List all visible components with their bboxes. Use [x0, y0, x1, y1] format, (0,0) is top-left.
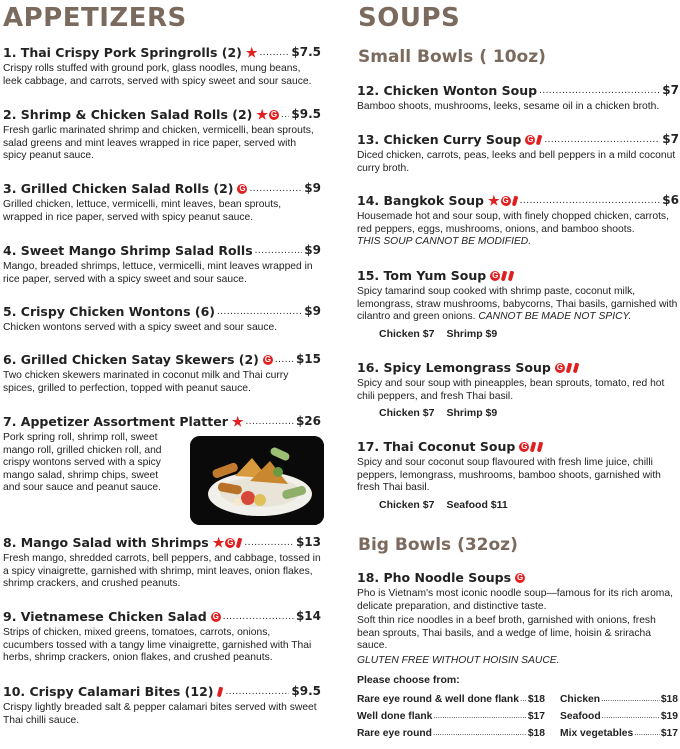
choice-row [357, 711, 545, 722]
menu-item [357, 83, 679, 114]
item-description: Fresh mango, shredded carrots, bell peppers, and cabbage, tossed in a spicy vinaigrette, garnished with shrimp, mint leaves, onion flakes, shrimp crackers, and crushed peanuts. [3, 553, 321, 590]
item-description: Bamboo shoots, mushrooms, leeks, sesame oil in a chicken broth. [357, 101, 660, 112]
item-description [357, 211, 679, 249]
g-icon: G [502, 195, 509, 205]
choice-name: Mix vegetables [560, 728, 634, 739]
menu-item [357, 439, 679, 511]
item-description: Diced chicken, carrots, peas, leeks and bell peppers in a mild coconut curry broth. [357, 150, 676, 174]
choice-price: $18 [527, 728, 545, 739]
item-price: $26 [295, 414, 321, 428]
item-description: Fresh garlic marinated shrimp and chicken, vermicelli, bean sprouts, salad greens and mint leaves wrapped in rice paper, served with spicy peanut sauce. [3, 125, 314, 162]
soups-column [357, 0, 679, 739]
item-description: Two chicken skewers marinated in coconut milk and Thai curry spices, grilled to perfection, topped with peanut sauce. [3, 370, 289, 394]
g-icon: G [516, 572, 524, 582]
item-price: $14 [295, 609, 321, 623]
item-name: 17. Thai Coconut Soup [357, 439, 516, 454]
chili-icon [530, 441, 536, 452]
star-icon: ★ [256, 107, 269, 122]
item-description: Crispy rolls stuffed with ground pork, glass noodles, mung beans, leek cabbage, and carrots, served with spicy sweet and sour sauce. [3, 63, 312, 87]
desc-text: Housemade hot and sour soup, with finely chopped chicken, carrots, red peppers, eggs, mushrooms, onions, and bamboo shoots. [357, 211, 669, 235]
item-description [357, 286, 679, 324]
item-price: $9 [304, 304, 321, 318]
item-price: $15 [295, 352, 321, 366]
option-shrimp: Shrimp $9 [446, 327, 498, 340]
item-price: $9 [304, 243, 321, 257]
option-seafood: Seafood $11 [446, 498, 508, 511]
option-chicken: Chicken $7 [379, 327, 435, 340]
appetizers-column [3, 0, 321, 726]
g-icon: G [227, 537, 234, 547]
item-price: $7 [662, 132, 679, 146]
option-shrimp: Shrimp $9 [446, 407, 498, 420]
menu-item [3, 45, 321, 88]
menu-item [3, 107, 321, 163]
choice-row [357, 694, 545, 705]
desc-text: Spicy tamarind soup cooked with shrimp paste, coconut milk, lemongrass, straw mushrooms, babycorns, Thai basils, garnished with cilantro and green onions. [357, 286, 678, 323]
g-icon: G [264, 354, 271, 364]
item-name: 3. Grilled Chicken Salad Rolls (2) [3, 181, 234, 196]
item-description: Mango, breaded shrimps, lettuce, vermicelli, mint leaves wrapped in rice paper, served with a spicy sweet and sour sauce. [3, 261, 313, 285]
chili-icon [536, 134, 542, 145]
g-icon: G [212, 611, 219, 621]
chili-icon [217, 686, 223, 697]
item-name: 15. Tom Yum Soup [357, 268, 487, 283]
item-description: Pho is Vietnam's most iconic noodle soup—famous for its rich aroma, delicate preparation, and distinctive taste. [357, 588, 673, 612]
menu-item [3, 352, 321, 395]
chili-icon [508, 270, 514, 281]
chili-icon [537, 441, 543, 452]
menu-item [3, 684, 321, 727]
item-name: 14. Bangkok Soup [357, 193, 484, 208]
chili-icon [566, 362, 572, 373]
item-description: Pork spring roll, shrimp roll, sweet mango roll, grilled chicken roll, and crispy wontons served with a spicy mango salad, shrimp chips, sweet and sour sauce and peanut sauce. [3, 432, 162, 494]
item-name: 18. Pho Noodle Soups [357, 570, 512, 585]
item-name: 10. Crispy Calamari Bites (12) [3, 684, 214, 699]
item-description: Crispy lightly breaded salt & pepper calamari bites served with sweet Thai chilli sauce. [3, 702, 317, 726]
chili-icon [573, 362, 579, 373]
item-price: $9.5 [291, 684, 321, 698]
item-name: 5. Crispy Chicken Wontons (6) [3, 304, 215, 319]
choice-row [560, 728, 678, 739]
item-name: 9. Vietnamese Chicken Salad [3, 609, 207, 624]
item-price: $7 [662, 83, 679, 97]
item-description-2: Soft thin rice noodles in a beef broth, garnished with onions, fresh bean sprouts, Thai basils, and a wedge of lime, hoisin & sriracha sauce. [357, 615, 656, 652]
g-icon: G [270, 109, 278, 119]
big-bowls-title: Big Bowls (32oz) [358, 535, 518, 555]
item-price: $9.5 [291, 107, 321, 121]
item-options [357, 407, 679, 419]
item-name: 2. Shrimp & Chicken Salad Rolls (2) [3, 107, 253, 122]
g-icon: G [521, 441, 528, 451]
menu-item [3, 304, 321, 335]
item-name: 7. Appetizer Assortment Platter [3, 414, 228, 429]
item-name: 1. Thai Crispy Pork Springrolls (2) [3, 45, 242, 60]
item-name: 8. Mango Salad with Shrimps [3, 535, 209, 550]
choice-name: Rare eye round & well done flank [357, 694, 519, 705]
item-description: Strips of chicken, mixed greens, tomatoes, carrots, onions, cucumbers tossed with a tangy lime vinaigrette, garnished with Thai herbs, shrimp crackers, onion flakes, and crushed peanuts. [3, 627, 312, 664]
small-bowls-title: Small Bowls ( 10oz) [358, 47, 546, 67]
chili-icon [511, 195, 517, 206]
menu-item [3, 243, 321, 286]
item-options [357, 328, 679, 340]
choice-row [560, 711, 678, 722]
chili-icon [236, 537, 242, 548]
desc-note: GLUTEN FREE WITHOUT HOISIN SAUCE. [357, 654, 560, 666]
item-options [357, 499, 679, 511]
platter-photo [190, 436, 324, 525]
menu-item [357, 193, 679, 249]
star-icon: ★ [487, 193, 500, 208]
menu-item [3, 181, 321, 224]
option-chicken: Chicken $7 [379, 498, 435, 511]
star-icon: ★ [245, 45, 258, 60]
choice-name: Seafood [560, 711, 601, 722]
menu-item [357, 360, 679, 419]
choice-name: Rare eye round [357, 728, 432, 739]
menu-item [3, 535, 321, 591]
g-icon: G [527, 134, 534, 144]
chili-icon [501, 270, 507, 281]
item-description: Spicy and sour soup with pineapples, bean sprouts, tomato, red hot chili peppers, and fresh Thai basil. [357, 378, 665, 402]
choice-price: $18 [660, 694, 678, 705]
menu-item [357, 268, 679, 340]
item-price: $9 [304, 181, 321, 195]
choose-title: Please choose from: [357, 674, 460, 686]
choice-row [560, 694, 678, 705]
choice-row [357, 728, 545, 739]
menu-item [3, 609, 321, 665]
choice-name: Chicken [560, 694, 601, 705]
desc-note: CANNOT BE MADE NOT SPICY. [478, 311, 632, 323]
g-icon: G [239, 183, 246, 193]
choice-name: Well done flank [357, 711, 433, 722]
menu-item [357, 132, 679, 175]
g-icon: G [556, 362, 563, 372]
item-price: $7.5 [291, 45, 321, 59]
item-name: 4. Sweet Mango Shrimp Salad Rolls [3, 243, 253, 258]
item-name: 16. Spicy Lemongrass Soup [357, 360, 551, 375]
soups-title: SOUPS [358, 3, 461, 33]
item-description: Spicy and sour coconut soup flavoured with fresh lime juice, chilli peppers, lemongrass, mushrooms, bamboo shoots, garnished with fresh Thai basil. [357, 457, 661, 494]
item-price: $13 [295, 535, 321, 549]
item-name: 13. Chicken Curry Soup [357, 132, 522, 147]
appetizers-title: APPETIZERS [3, 3, 187, 33]
choice-price: $17 [527, 711, 545, 722]
item-name: 12. Chicken Wonton Soup [357, 83, 538, 98]
item-description: Grilled chicken, lettuce, vermicelli, mint leaves, bean sprouts, wrapped in rice paper, served with spicy peanut sauce. [3, 199, 282, 223]
option-chicken: Chicken $7 [379, 407, 435, 420]
item-price: $6 [662, 193, 679, 207]
desc-note: THIS SOUP CANNOT BE MODIFIED. [357, 236, 532, 248]
g-icon: G [492, 270, 499, 280]
star-icon: ★ [231, 414, 244, 429]
choice-price: $18 [527, 694, 545, 705]
choice-price: $17 [660, 728, 678, 739]
item-description: Chicken wontons served with a spicy sweet and sour sauce. [3, 322, 278, 333]
star-icon: ★ [212, 535, 225, 550]
choice-price: $19 [660, 711, 678, 722]
item-name: 6. Grilled Chicken Satay Skewers (2) [3, 352, 259, 367]
menu-item [357, 570, 679, 668]
